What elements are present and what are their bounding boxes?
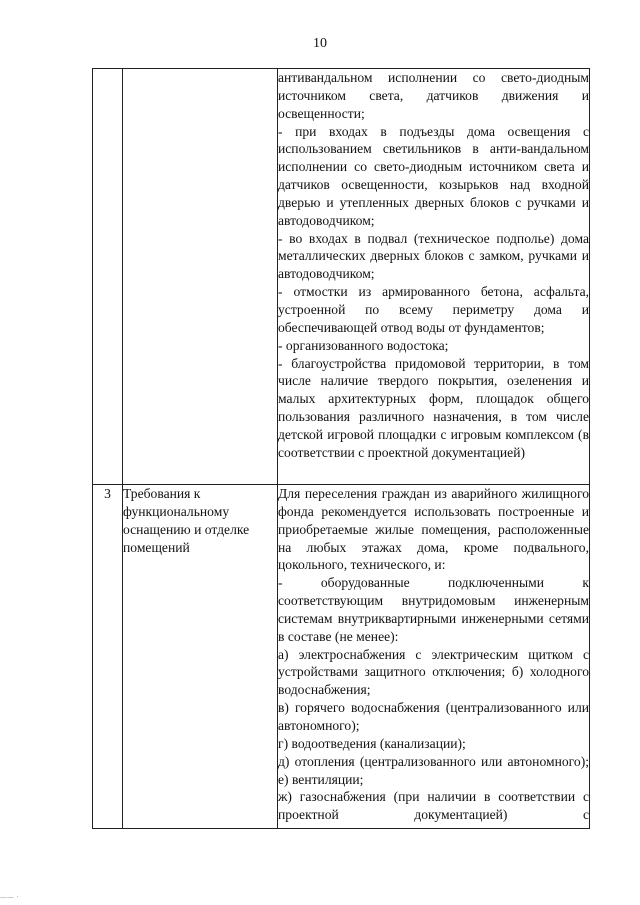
table-row bbox=[93, 69, 590, 485]
content-cell bbox=[278, 69, 590, 485]
content-paragraph: - при входах в подъезды дома освещения с использованием светильников в анти-вандальном исполнении со свето-диодным источником света и датчиков освещенности, козырьков над входной дверью и утепленных дверных блоков с ручками и автодоводчиком; bbox=[278, 123, 589, 228]
page-number: 10 bbox=[313, 36, 327, 51]
table-row bbox=[93, 485, 590, 829]
requirements-table bbox=[92, 68, 590, 829]
content-paragraph: - благоустройства придомовой территории, в том числе наличие твердого покрытия, озеленения и малых архитектурных форм, площадок общего пользования различного назначения, в том числе детской игровой площадки с игровым комплексом (в соответствии с проектной документацией) bbox=[278, 355, 589, 460]
row-number-cell bbox=[93, 69, 123, 485]
content-paragraph: - оборудованные подключенными к соответствующим внутридомовым инженерным системам внутриквартирными инженерными сетями в составе (не менее): bbox=[278, 575, 589, 644]
content-paragraph: ж) газоснабжения (при наличии в соответствии с проектной документацией) с bbox=[278, 789, 589, 823]
content-paragraph: г) водоотведения (канализации); bbox=[278, 735, 466, 751]
content-paragraph: Для переселения граждан из аварийного жилищного фонда рекомендуется использовать построенные и приобретаемые жилые помещения, расположенные на любых этажах дома, кроме подвального, цокольного, технического, и: bbox=[278, 486, 589, 573]
scan-footer-mark: —— · bbox=[0, 893, 19, 901]
content-paragraph: антивандальном исполнении со свето-диодным источником света, датчиков движения и освещенности; bbox=[278, 70, 589, 121]
content-paragraph: в) горячего водоснабжения (централизованного или автономного); bbox=[278, 700, 589, 733]
content-paragraph: а) электроснабжения с электрическим щитком с устройствами защитного отключения; б) холодного водоснабжения; bbox=[278, 646, 589, 698]
requirement-cell bbox=[123, 69, 278, 485]
content-cell bbox=[278, 485, 590, 829]
content-paragraph: - организованного водостока; bbox=[278, 337, 449, 353]
content-paragraph: - во входах в подвал (техническое подполье) дома металлических дверных блоков с замком, ручками и автодоводчиком; bbox=[278, 230, 589, 282]
requirement-cell: Требования к функциональному оснащению и отделке помещений bbox=[123, 485, 278, 829]
content-paragraph: д) отопления (централизованного или автономного); е) вентиляции; bbox=[278, 753, 589, 787]
row-number-cell: 3 bbox=[93, 485, 123, 829]
content-paragraph: - отмостки из армированного бетона, асфальта, устроенной по всему периметру дома и обеспечивающей отвод воды от фундаментов; bbox=[278, 284, 589, 335]
